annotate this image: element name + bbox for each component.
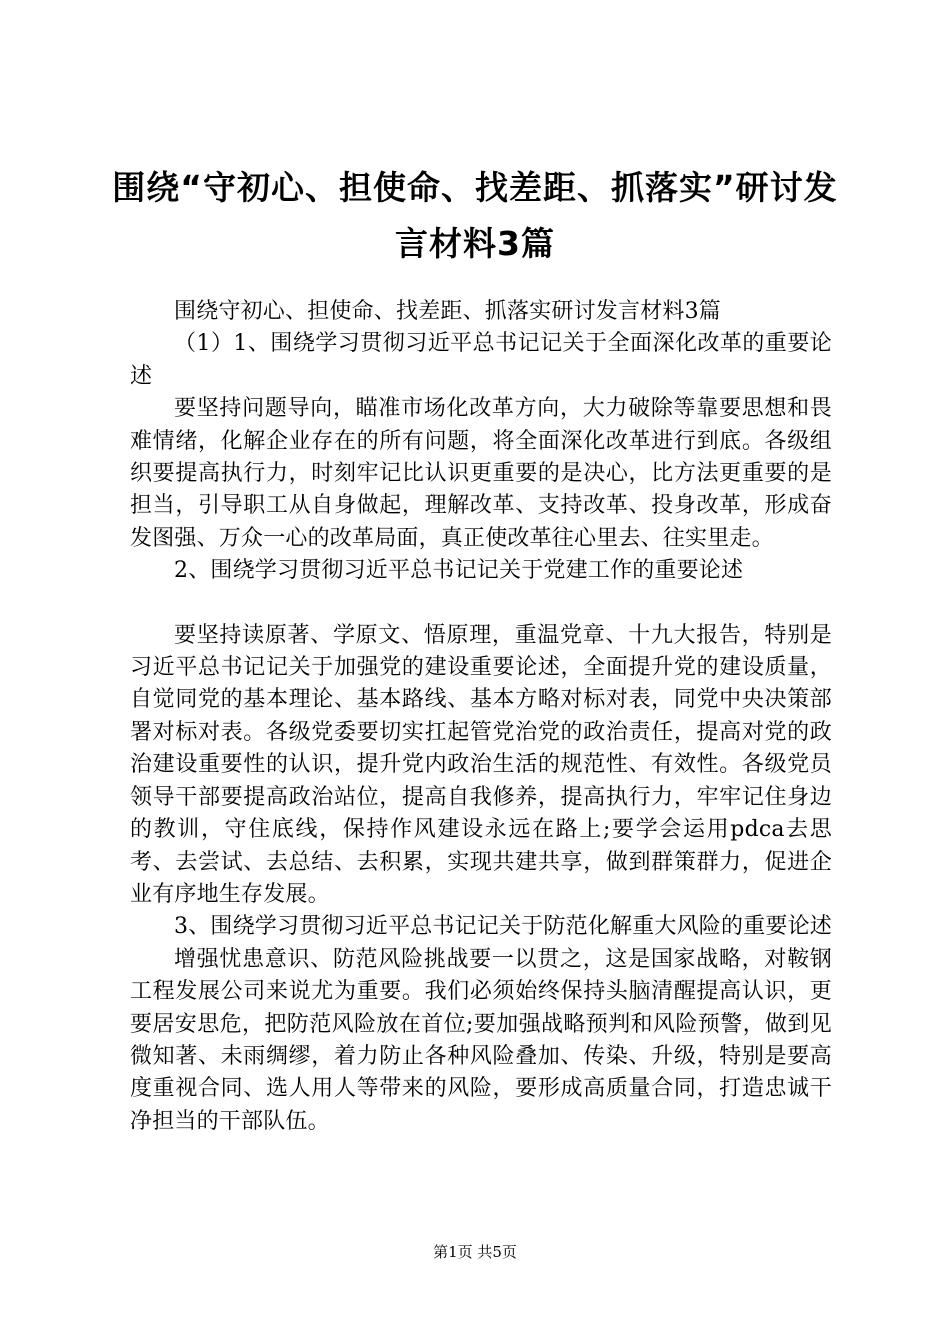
body-paragraph-1: 要坚持问题导向，瞄准市场化改革方向，大力破除等靠要思想和畏难情绪，化解企业存在的所有问题，将全面深化改革进行到底。各级组织要提高执行力，时刻牢记比认识更重要的是决心，比方法更重要的是担当，引导职工从自身做起，理解改革、支持改革、投身改革，形成奋发图强、万众一心的改革局面，真正使改革往心里去、往实里走。 (130, 396, 832, 551)
document-title: 围绕“守初心、担使命、找差距、抓落实”研讨发言材料3篇 (112, 168, 838, 263)
section-heading-3: 3、围绕学习贯彻习近平总书记记关于防范化解重大风险的重要论述 (174, 914, 832, 940)
subtitle-paragraph: 围绕守初心、担使命、找差距、抓落实研讨发言材料3篇 (174, 299, 721, 324)
body-paragraph-3: 增强忧患意识、防范风险挑战要一以贯之，这是国家战略，对鞍钢工程发展公司来说尤为重要。我们必须始终保持头脑清醒提高认识，更要居安思危，把防范风险放在首位;要加强战略预判和风险预警，做到见微知著、未雨绸缪，着力防止各种风险叠加、传染、升级，特别是要高度重视合同、选人用人等带来的风险，要形成高质量合同，打造忠诚干净担当的干部队伍。 (130, 946, 832, 1134)
document-body (130, 296, 832, 1138)
section-heading-2: 2、围绕学习贯彻习近平总书记记关于党建工作的重要论述 (174, 558, 744, 584)
section-heading-1: （1）1、围绕学习贯彻习近平总书记记关于全面深化改革的重要论述 (130, 331, 832, 389)
body-paragraph-2: 要坚持读原著、学原文、悟原理，重温党章、十九大报告，特别是习近平总书记记关于加强党的建设重要论述，全面提升党的建设质量，自觉同党的基本理论、基本路线、基本方略对标对表，同党中央决策部署对标对表。各级党委要切实扛起管党治党的政治责任，提高对党的政治建设重要性的认识，提升党内政治生活的规范性、有效性。各级党员领导干部要提高政治站位，提高自我修养，提高执行力，牢牢记住身边的教训，守住底线，保持作风建设永远在路上;要学会运用pdca去思考、去尝试、去总结、去积累，实现共建共享，做到群策群力，促进企业有序地生存发展。 (130, 622, 832, 907)
page-footer: 第1页 共5页 (433, 1243, 517, 1261)
